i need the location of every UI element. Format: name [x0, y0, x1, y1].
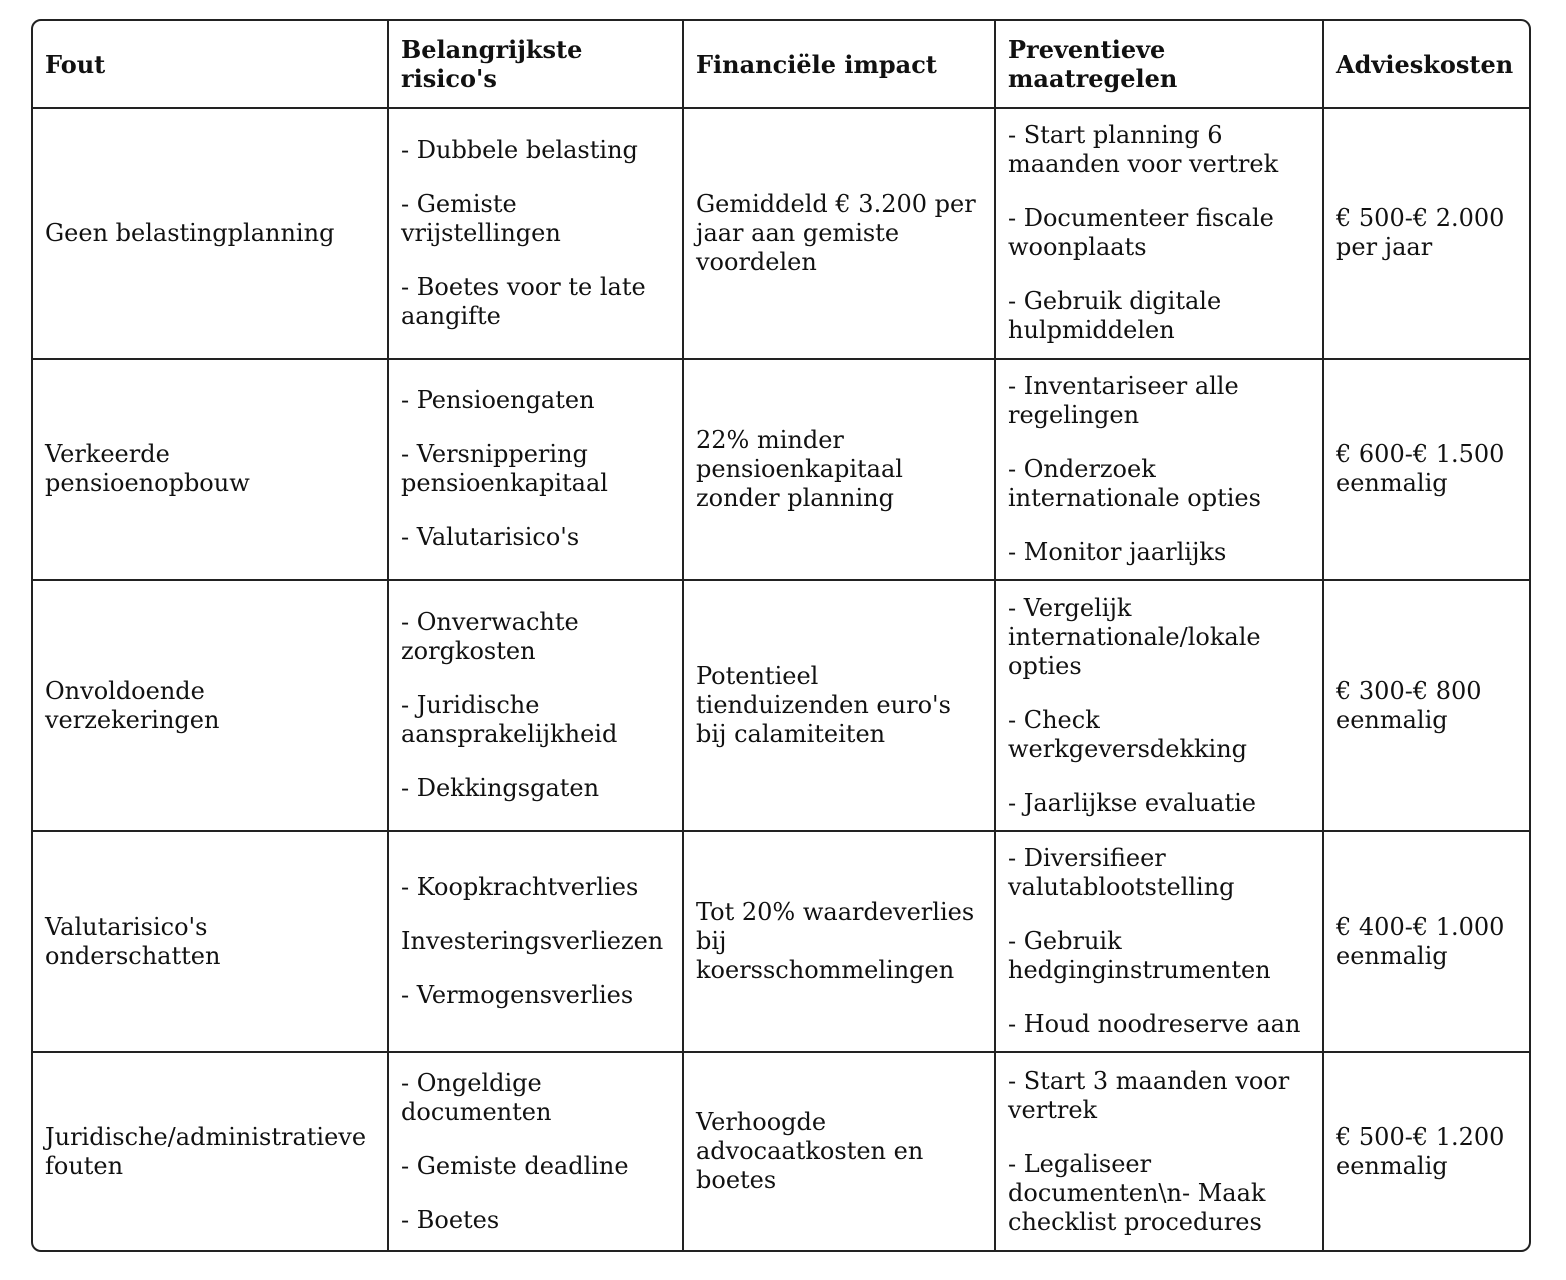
list-item: - Gemiste deadline [401, 1151, 629, 1180]
header-maatregelen: Preventieve maatregelen [995, 21, 1323, 108]
header-fout: Fout [33, 21, 388, 108]
cell-fout: Valutarisico's onderschatten [33, 831, 388, 1053]
mistakes-table [33, 21, 1529, 1250]
list-item: - Valutarisico's [401, 523, 580, 552]
list-item: - Gebruik digitale hulpmiddelen [1008, 287, 1222, 345]
list-item: - Dubbele belasting [401, 135, 638, 164]
list-item: - Juridische aansprakelijkheid [401, 691, 618, 749]
list-item: - Boetes voor te late aangifte [401, 272, 646, 330]
cell-kosten: € 300-€ 800 eenmalig [1323, 580, 1529, 831]
cell-fout: Geen belastingplanning [33, 108, 388, 359]
cell-impact: Potentieel tienduizenden euro's bij calamiteiten [683, 580, 995, 831]
cell-kosten: € 500-€ 1.200 eenmalig [1323, 1052, 1529, 1250]
cell-risicos [388, 580, 683, 831]
cell-fout: Verkeerde pensioenopbouw [33, 359, 388, 581]
cell-risicos [388, 359, 683, 581]
list-item: - Koopkrachtverlies [401, 873, 639, 902]
list-item: - Start 3 maanden voor vertrek [1008, 1066, 1290, 1124]
list-item: - Vergelijk internationale/lokale opties [1008, 593, 1261, 680]
list-item: - Pensioengaten [401, 386, 595, 415]
list-item: - Monitor jaarlijks [1008, 537, 1227, 566]
cell-impact: Gemiddeld € 3.200 per jaar aan gemiste voordelen [683, 108, 995, 359]
cell-risicos [388, 108, 683, 359]
cell-risicos [388, 831, 683, 1053]
list-item: - Boetes [401, 1205, 500, 1234]
list-item: - Legaliseer documenten\n- Maak checklist procedures [1008, 1149, 1266, 1236]
cell-impact: Verhoogde advocaatkosten en boetes [683, 1052, 995, 1250]
list-item: - Documenteer fiscale woonplaats [1008, 204, 1274, 262]
cell-fout: Onvoldoende verzekeringen [33, 580, 388, 831]
list-item: - Versnippering pensioenkapitaal [401, 440, 608, 498]
table-row [33, 359, 1529, 581]
list-item: - Gemiste vrijstellingen [401, 189, 561, 247]
cell-maatregelen [995, 831, 1323, 1053]
cell-risicos [388, 1052, 683, 1250]
cell-maatregelen [995, 1052, 1323, 1250]
cell-maatregelen [995, 108, 1323, 359]
list-item: - Check werkgeversdekking [1008, 705, 1248, 763]
comparison-table [31, 19, 1531, 1252]
cell-maatregelen [995, 359, 1323, 581]
list-item: - Houd noodreserve aan [1008, 1010, 1301, 1039]
list-item: - Vermogensverlies [401, 981, 634, 1010]
table-row [33, 831, 1529, 1053]
cell-impact: Tot 20% waardeverlies bij koersschommelingen [683, 831, 995, 1053]
list-item: - Onderzoek internationale opties [1008, 454, 1261, 512]
cell-kosten: € 500-€ 2.000 per jaar [1323, 108, 1529, 359]
list-item: - Ongeldige documenten [401, 1068, 552, 1126]
header-impact: Financiële impact [683, 21, 995, 108]
list-item: Investeringsverliezen [401, 927, 664, 956]
header-kosten: Advieskosten [1323, 21, 1529, 108]
cell-kosten: € 600-€ 1.500 eenmalig [1323, 359, 1529, 581]
cell-maatregelen [995, 580, 1323, 831]
list-item: - Dekkingsgaten [401, 774, 600, 803]
cell-fout: Juridische/administratieve fouten [33, 1052, 388, 1250]
table-row [33, 580, 1529, 831]
table-row [33, 108, 1529, 359]
list-item: - Inventariseer alle regelingen [1008, 371, 1239, 429]
list-item: - Diversifieer valutablootstelling [1008, 844, 1235, 902]
list-item: - Onverwachte zorgkosten [401, 608, 579, 666]
table-row [33, 1052, 1529, 1250]
list-item: - Start planning 6 maanden voor vertrek [1008, 121, 1279, 179]
cell-impact: 22% minder pensioenkapitaal zonder planning [683, 359, 995, 581]
list-item: - Gebruik hedginginstrumenten [1008, 927, 1271, 985]
list-item: - Jaarlijkse evaluatie [1008, 788, 1256, 817]
cell-kosten: € 400-€ 1.000 eenmalig [1323, 831, 1529, 1053]
header-risicos: Belangrijkste risico's [388, 21, 683, 108]
header-row [33, 21, 1529, 108]
